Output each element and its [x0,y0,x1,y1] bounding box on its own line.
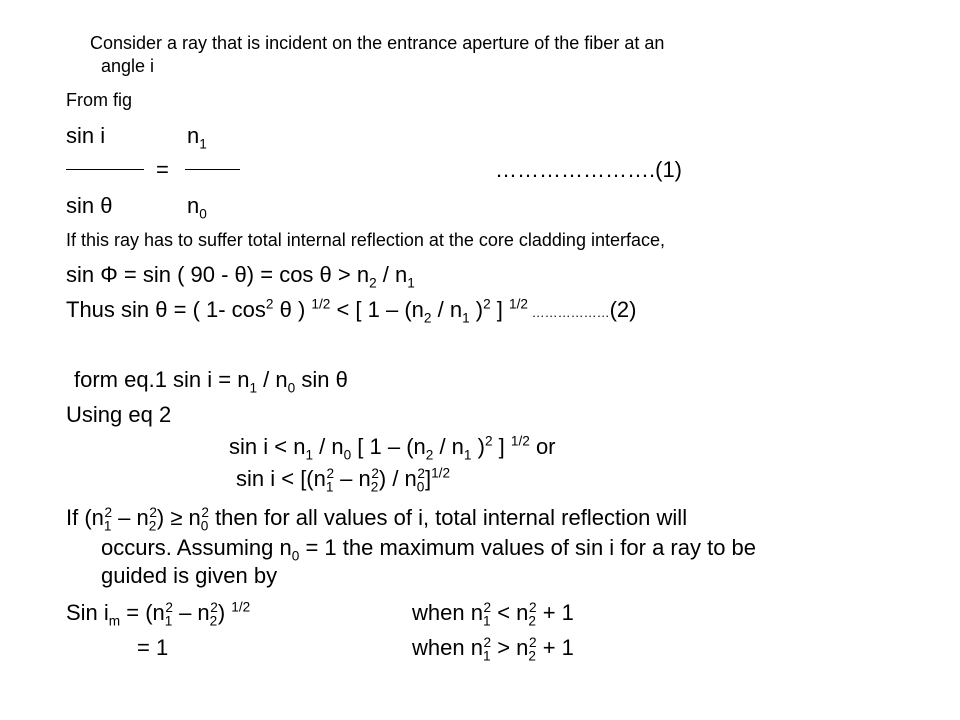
equals-one-condition: when $n_1^2 > n_2^2 + 1$ [412,634,574,664]
equals-one: = 1 [137,635,169,660]
ratio-denominator-left: sin θ [66,193,113,218]
fraction-line-left [66,169,144,170]
if-paragraph-line-2: occurs. Assuming $n_0 = 1$ the maximum values of sin i for a ray to be [101,535,757,564]
ratio-equals: = [156,157,169,182]
ratio-denominator-right: $n_0$ [187,193,207,222]
equation-2: Thus sin θ = ( 1- $\cos^2 \theta$ ) $^{1/2}$ < [ $1 - (n_2 / n_1$ )$^2$ ] $^{1/2}$ ………………(2) [66,296,637,326]
sin-im-equation: Sin $i_m = (n_1^2 - n_2^2)$ $^{1/2}$ [66,599,251,629]
if-paragraph-line-3: guided is given by [101,563,278,588]
intro-line-2: angle i [101,56,155,76]
inequality-2: $\sin i < [(n_1^2 - n_2^2) / n_0^2]^{1/2}$ [236,465,451,495]
from-fig-label: From fig [66,90,133,110]
sin-phi-equation: sin Φ = sin ( $90 - \theta) = \cos \theta > n_2 / n_1$ [66,262,415,291]
form-eq1-line: form eq.1 $\sin i = n_1 / n_0$ sin θ [74,367,348,396]
equation-1-number: ………………….(1) [495,157,683,182]
intro-line-1: Consider a ray that is incident on the entrance aperture of the fiber at an [90,33,665,53]
tir-condition-text: If this ray has to suffer total internal reflection at the core cladding interface, [66,230,665,250]
fraction-line-right [185,169,240,170]
if-paragraph-line-1: If $(n_1^2 - n_2^2) \ge n_0^2$ then for all values of i, total internal reflection will [66,504,688,534]
using-eq2-label: Using eq 2 [66,402,172,427]
sin-im-condition: when $n_1^2 < n_2^2 + 1$ [412,599,574,629]
ratio-numerator-left: sin i [66,123,106,148]
ratio-numerator-right: $n_1$ [187,123,207,152]
inequality-1: $\sin i < n_1 / n_0$ [ $1 - (n_2 / n_1$ )$^2$ ] $^{1/2}$ or [229,433,556,463]
